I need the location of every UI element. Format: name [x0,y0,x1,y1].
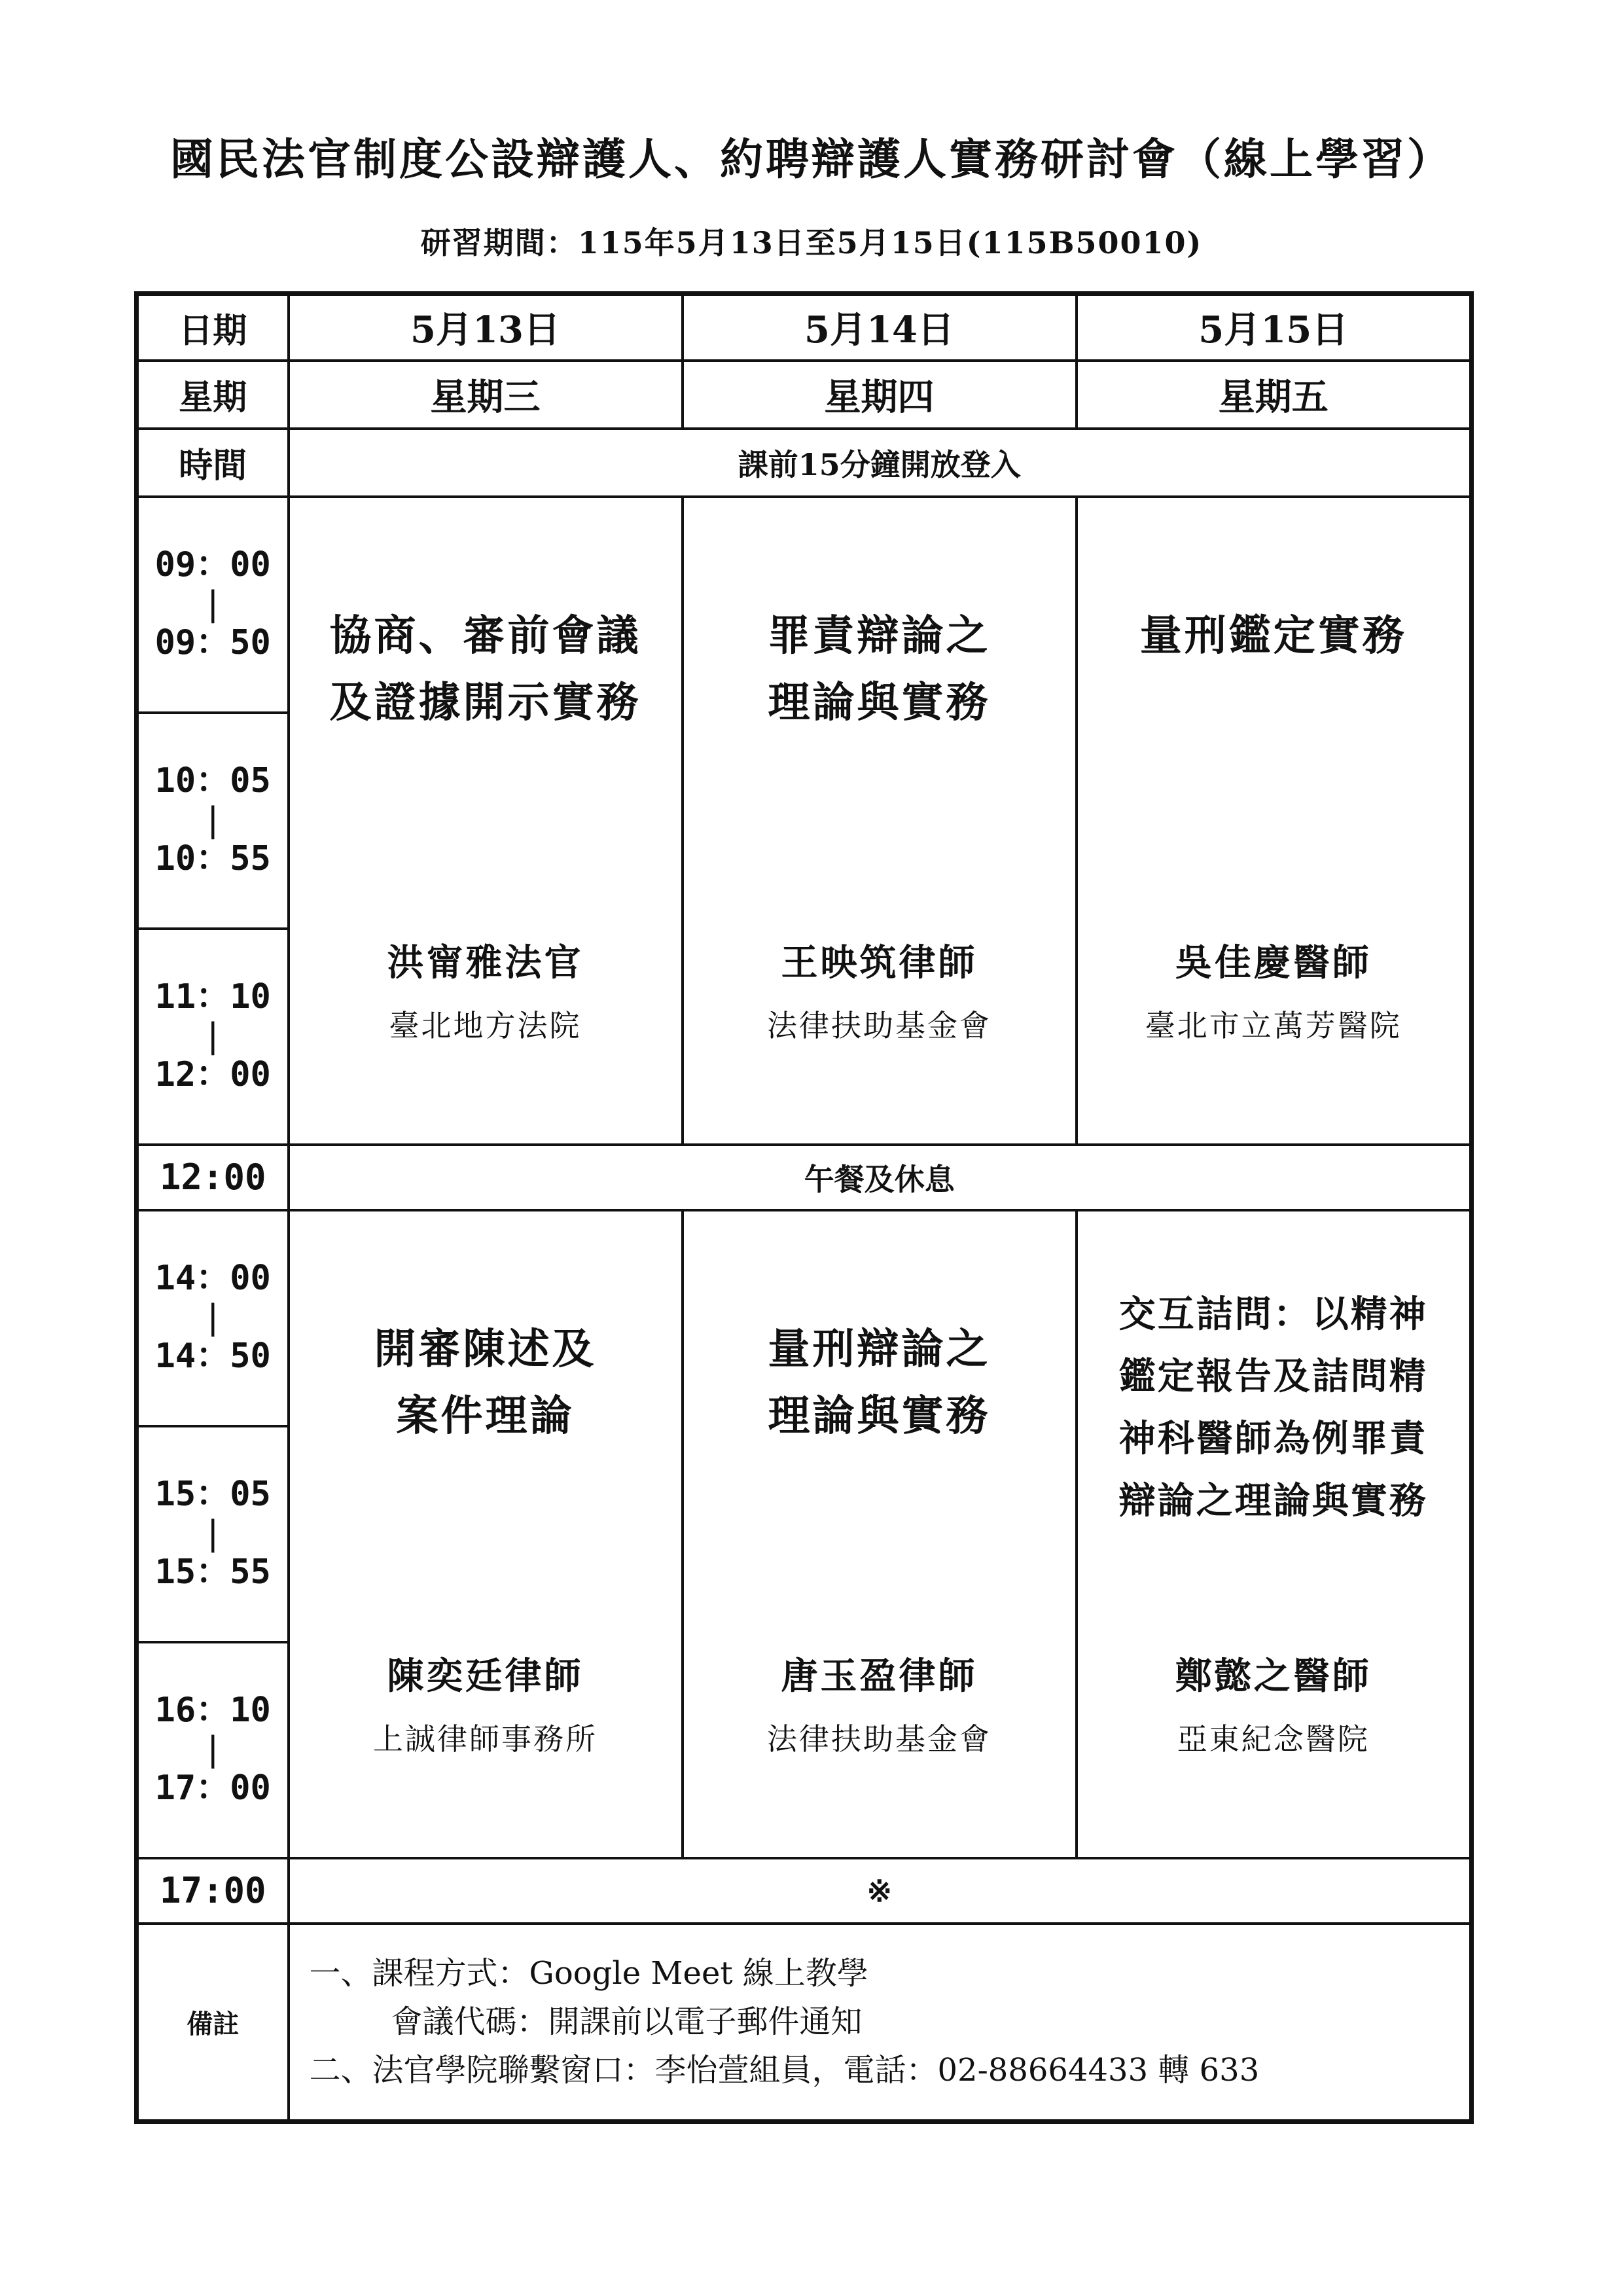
speaker-org: 臺北地方法院 [389,1007,582,1043]
slot-start: 11：10 [154,977,271,1017]
slot-separator: | [202,1514,223,1554]
course-speaker [1078,934,1470,1045]
lunch-row [137,1145,1472,1210]
course-cell-day2-morning [683,497,1077,1145]
course-speaker [1078,1647,1470,1759]
date-day3: 5月15日 [1077,294,1472,361]
end-time: 17:00 [137,1858,289,1924]
speaker-name: 鄭懿之醫師 [1175,1654,1372,1698]
course-topic: 量刑鑑定實務 [1139,611,1407,660]
speaker-org: 法律扶助基金會 [767,1721,991,1757]
study-period: 研習期間：115年5月13日至5月15日(115B50010) [420,225,1203,260]
morning-slot-row [137,497,1472,713]
speaker-name: 王映筑律師 [781,941,978,984]
slot-separator: | [202,1730,223,1770]
date-row [137,294,1472,361]
time-slot [137,1426,289,1642]
course-speaker [290,1647,681,1759]
time-slot [137,497,289,713]
remark-line: 二、法官學院聯繫窗口：李怡萱組員，電話：02-88664433 轉 633 [309,2052,1260,2089]
weekday-day2: 星期四 [683,361,1077,429]
schedule-table [134,291,1474,2124]
slot-end: 14：50 [154,1336,271,1376]
slot-end: 12：00 [154,1054,271,1094]
slot-end: 17：00 [154,1768,271,1808]
course-speaker [684,1647,1075,1759]
weekday-row [137,361,1472,429]
speaker-name: 吳佳慶醫師 [1175,941,1372,984]
remark-line: 會議代碼：開課前以電子郵件通知 [391,2003,863,2041]
course-cell-day3-morning [1077,497,1472,1145]
time-slot [137,1210,289,1426]
slot-start: 10：05 [154,761,271,801]
slot-start: 16：10 [154,1691,271,1731]
course-topic: 協商、審前會議 及證據開示實務 [329,611,641,727]
slot-separator: | [202,1016,223,1056]
end-row [137,1858,1472,1924]
login-notice: 課前15分鐘開放登入 [289,429,1472,497]
slot-end: 10：55 [154,838,271,878]
speaker-name: 唐玉盈律師 [781,1654,978,1698]
weekday-day3: 星期五 [1077,361,1472,429]
course-topic: 罪責辯論之 理論與實務 [768,611,991,727]
course-speaker [290,934,681,1045]
speaker-org: 上誠律師事務所 [373,1721,597,1757]
slot-separator: | [202,584,223,624]
slot-start: 09：00 [154,545,271,585]
course-cell-day1-afternoon [289,1210,683,1858]
time-slot [137,929,289,1145]
remarks-content [289,1924,1472,2122]
speaker-org: 法律扶助基金會 [767,1007,991,1043]
slot-separator: | [202,1298,223,1338]
date-label: 日期 [137,294,289,361]
remark-line: 一、課程方式：Google Meet 線上教學 [309,1954,868,1992]
date-day1: 5月13日 [289,294,683,361]
course-speaker [684,934,1075,1045]
time-slot [137,713,289,929]
date-day2: 5月14日 [683,294,1077,361]
document-title: 國民法官制度公設辯護人、約聘辯護人實務研討會（線上學習） [170,134,1453,185]
course-cell-day3-afternoon [1077,1210,1472,1858]
speaker-org: 臺北市立萬芳醫院 [1145,1007,1402,1043]
course-topic: 開審陳述及 案件理論 [374,1324,597,1441]
remarks-row [137,1924,1472,2122]
course-topic: 交互詰問：以精神 鑑定報告及詰問精 神科醫師為例罪責 辯論之理論與實務 [1118,1292,1428,1523]
lunch-label: 午餐及休息 [289,1145,1472,1210]
time-slot [137,1642,289,1858]
end-mark: ※ [289,1858,1472,1924]
remarks-label: 備註 [137,1924,289,2122]
slot-end: 09：50 [154,622,271,662]
course-cell-day1-morning [289,497,683,1145]
speaker-org: 亞東紀念醫院 [1177,1721,1370,1757]
slot-start: 14：00 [154,1259,271,1299]
course-topic: 量刑辯論之 理論與實務 [768,1324,991,1441]
course-cell-day2-afternoon [683,1210,1077,1858]
weekday-label: 星期 [137,361,289,429]
speaker-name: 洪甯雅法官 [387,941,584,984]
slot-end: 15：55 [154,1552,271,1592]
lunch-time: 12:00 [137,1145,289,1210]
time-label: 時間 [137,429,289,497]
slot-separator: | [202,800,223,840]
slot-start: 15：05 [154,1475,271,1515]
afternoon-slot-row [137,1210,1472,1426]
weekday-day1: 星期三 [289,361,683,429]
time-header-row [137,429,1472,497]
speaker-name: 陳奕廷律師 [387,1654,584,1698]
